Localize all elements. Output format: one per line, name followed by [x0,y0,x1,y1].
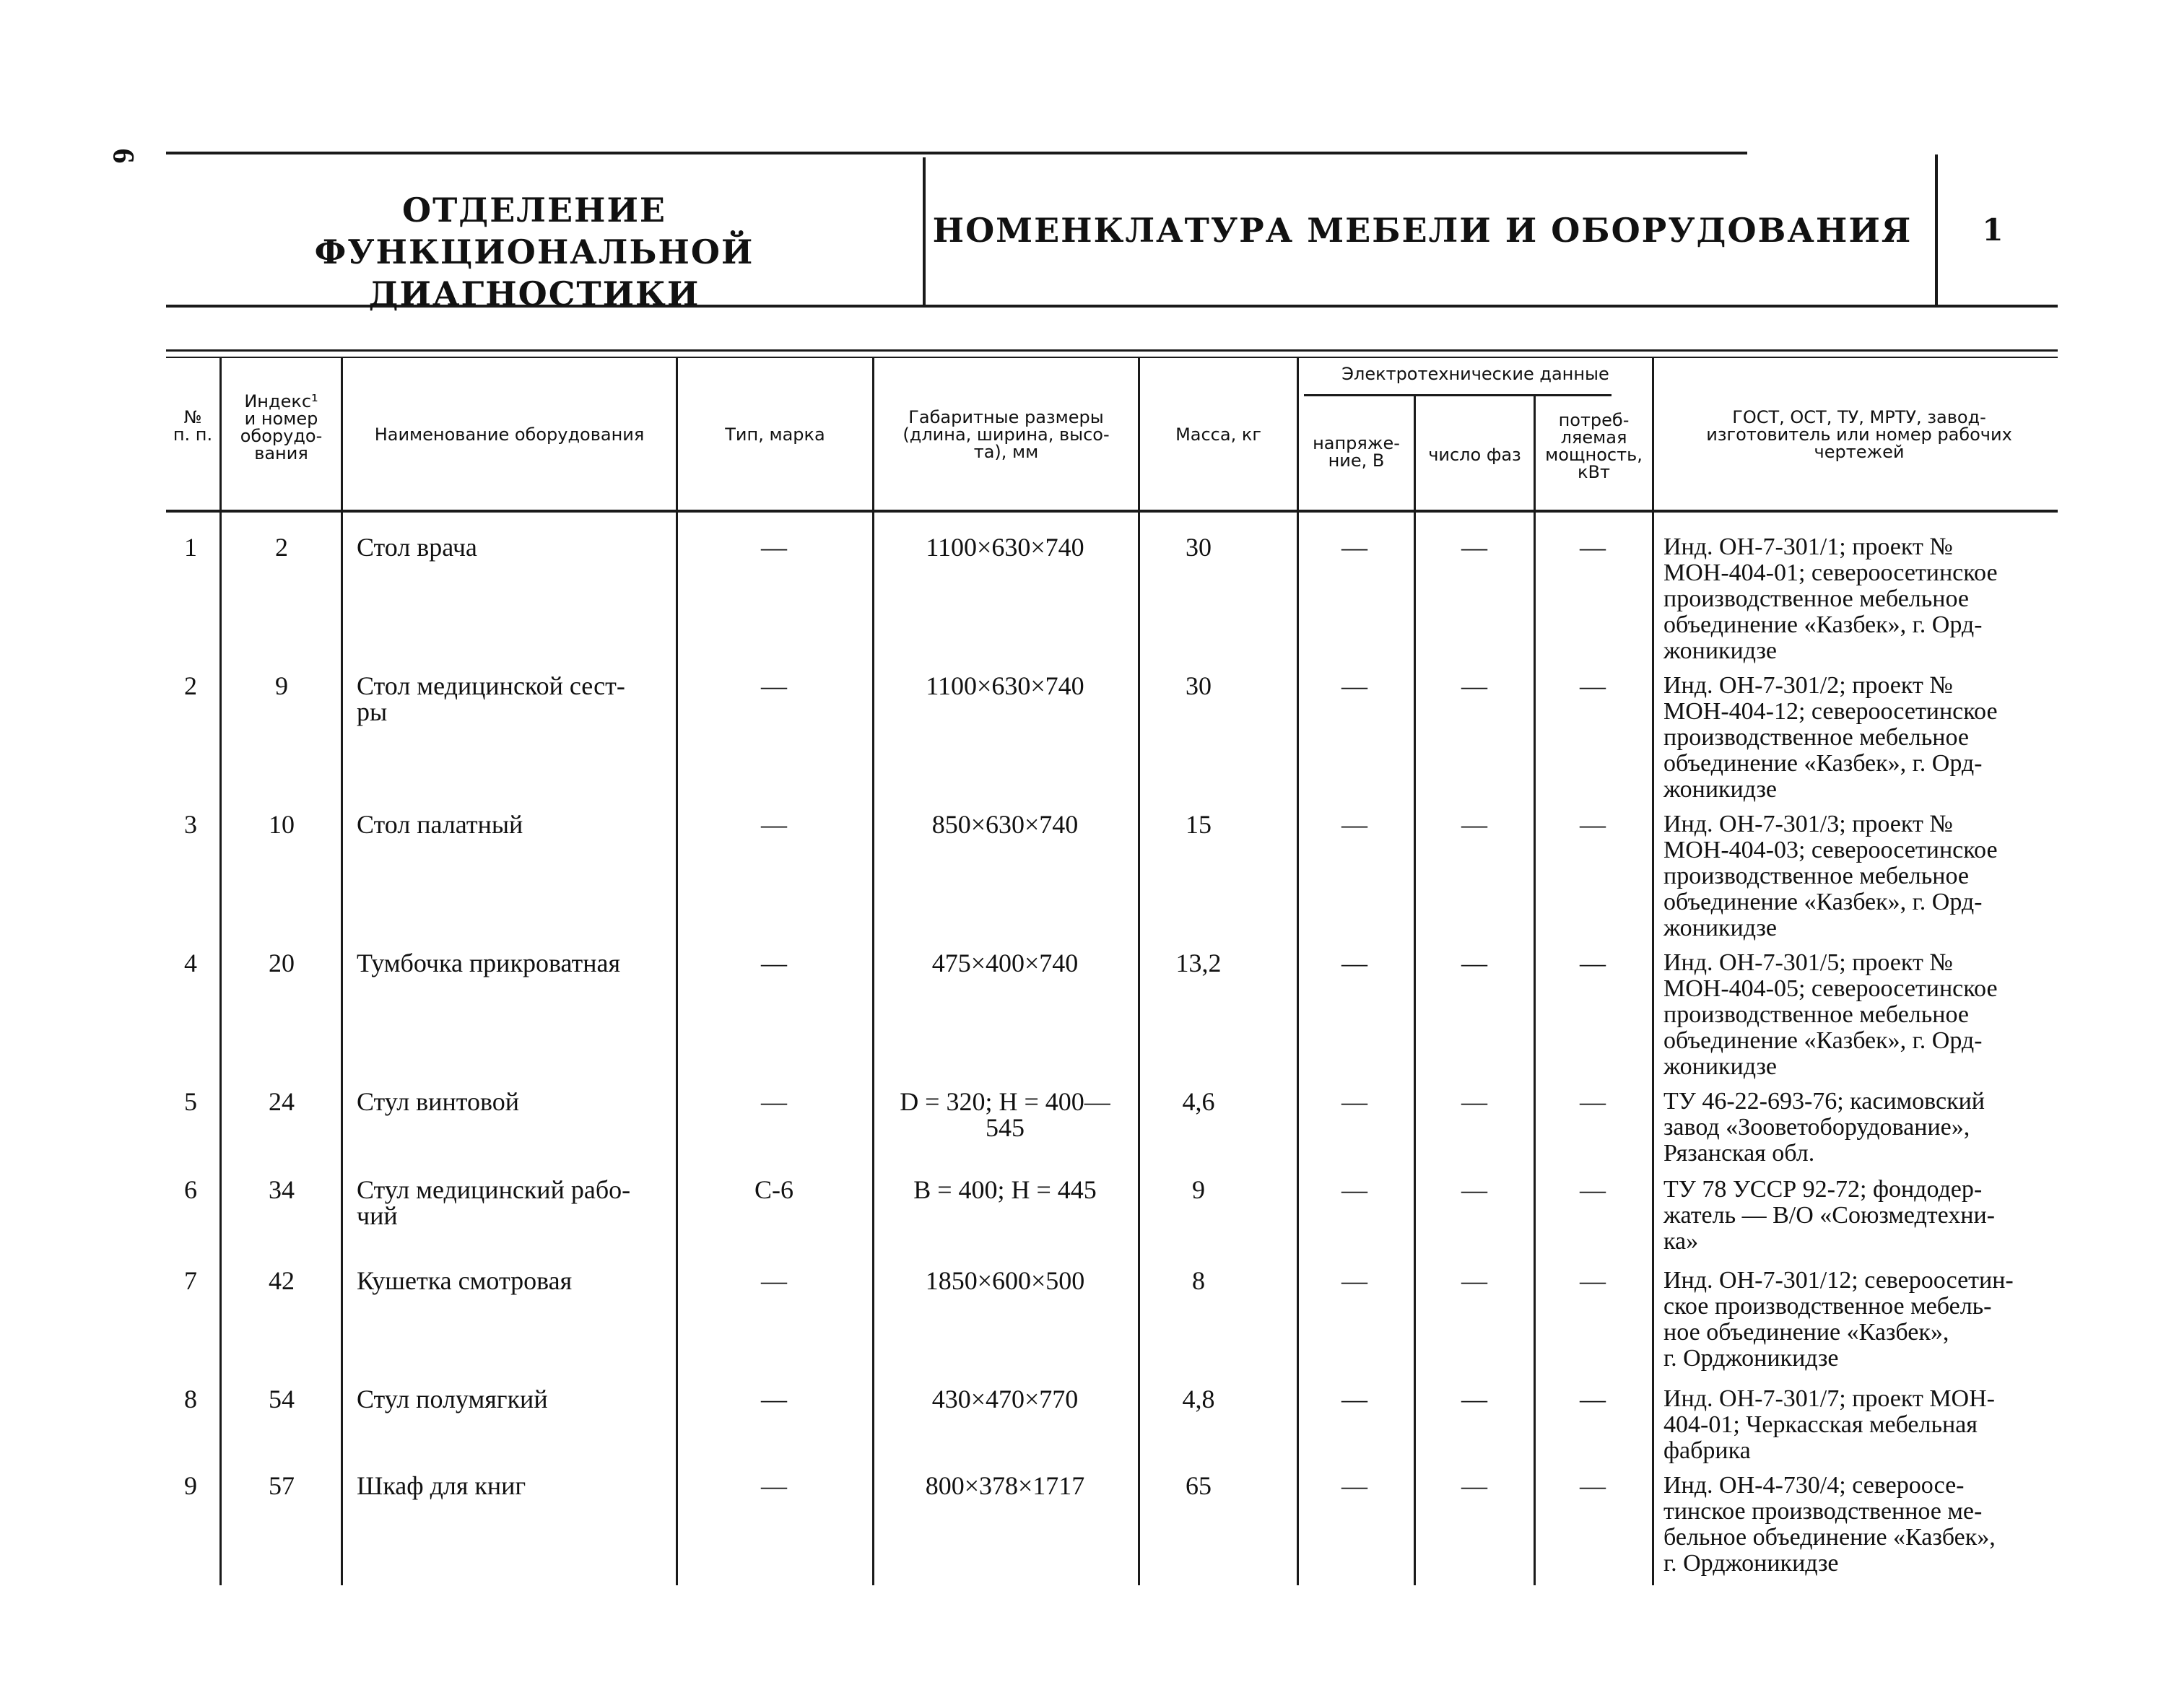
header-dims [874,409,1138,461]
cell-power [1549,1089,1636,1115]
cell-voltage-line: — [1341,1087,1367,1116]
header-power-line: ляемая [1560,427,1627,448]
header-type [678,426,872,443]
cell-voltage-line: — [1341,1266,1367,1295]
cell-phases [1431,1473,1518,1499]
cell-phases [1431,1386,1518,1412]
cell-name [357,950,674,976]
cell-gost-line: производственное мебельное [1663,1001,1969,1028]
col-line-6 [1297,358,1299,1585]
cell-dims-line: B = 400; H = 445 [913,1175,1097,1204]
cell-mass [1155,811,1242,837]
cell-power-line: — [1580,533,1606,562]
cell-phases-line: — [1461,671,1487,700]
cell-dims [882,1386,1128,1412]
cell-power [1549,811,1636,837]
cell-gost-line: ное объединение «Казбек», [1663,1319,1949,1346]
cell-num [169,1089,212,1115]
cell-num [169,950,212,976]
col-line-7 [1414,396,1416,1585]
cell-gost-line: ское производственное мебель- [1663,1293,1992,1320]
cell-dims-line: 475×400×740 [931,949,1079,977]
cell-phases-line: — [1461,1175,1487,1204]
cell-mass [1155,673,1242,699]
header-phases [1416,446,1534,463]
cell-index-line: 20 [269,949,295,977]
header-electro-line: Электротехнические данные [1341,364,1609,384]
cell-power-line: — [1580,671,1606,700]
cell-type [702,673,846,699]
header-power-line: потреб- [1558,410,1630,430]
cell-power-line: — [1580,949,1606,977]
col-line-3 [676,358,678,1585]
cell-voltage [1311,1473,1398,1499]
header-electro-group [1299,365,1652,383]
cell-mass-line: 9 [1192,1175,1205,1204]
cell-gost-line: жоникидзе [1663,776,1777,803]
cell-type [702,1386,846,1412]
cell-index [245,1268,318,1294]
cell-num [169,534,212,560]
cell-name-line: ры [357,697,388,726]
cell-dims-line: 1850×600×500 [925,1266,1085,1295]
cell-gost [1663,1268,2053,1372]
cell-type-line: — [761,810,787,839]
cell-gost-line: объединение «Казбек», г. Орд- [1663,750,1983,777]
cell-phases [1431,673,1518,699]
cell-index [245,1473,318,1499]
sheet-number: 1 [1982,212,2004,248]
cell-type-line: С-6 [754,1175,793,1204]
header-gost [1661,409,2058,461]
header-num [166,409,219,443]
cell-mass-line: 4,8 [1182,1385,1215,1413]
table-top-rule-2 [166,357,2058,358]
cell-voltage [1311,1386,1398,1412]
cell-type-line: — [761,949,787,977]
cell-power-line: — [1580,1471,1606,1500]
cell-type [702,1268,846,1294]
cell-power [1549,1268,1636,1294]
cell-num [169,811,212,837]
cell-name [357,1268,674,1294]
cell-power [1549,673,1636,699]
header-top-rule [166,152,1747,154]
cell-phases [1431,534,1518,560]
cell-gost-line: г. Орджоникидзе [1663,1550,1839,1577]
section-title-line1: ОТДЕЛЕНИЕ ФУНКЦИОНАЛЬНОЙ [314,191,754,271]
cell-num [169,673,212,699]
cell-mass-line: 30 [1186,671,1212,700]
header-power-line: кВт [1578,462,1610,482]
cell-name-line: чий [357,1201,398,1230]
cell-gost-line: Инд. ОН-7-301/1; проект № [1663,533,1953,560]
cell-gost-line: ТУ 78 УССР 92-72; фондодер- [1663,1176,1983,1203]
cell-type-line: — [761,533,787,562]
cell-phases-line: — [1461,810,1487,839]
cell-gost-line: Инд. ОН-7-301/3; проект № [1663,811,1953,837]
header-gost-line: изготовитель или номер рабочих [1706,424,2012,445]
header-divider-2 [1935,154,1938,306]
cell-mass-line: 30 [1186,533,1212,562]
cell-name [357,1177,674,1229]
cell-type-line: — [761,1385,787,1413]
cell-voltage [1311,673,1398,699]
cell-gost [1663,1473,2053,1577]
cell-dims [882,1268,1128,1294]
cell-gost-line: г. Орджоникидзе [1663,1345,1839,1372]
cell-gost-line: ТУ 46-22-693-76; касимовский [1663,1088,1986,1115]
cell-name [357,673,674,725]
cell-dims [882,1089,1128,1141]
cell-gost [1663,1386,2053,1464]
cell-gost-line: завод «Зооветоборудование», [1663,1114,1970,1141]
cell-phases [1431,1268,1518,1294]
cell-gost-line: Инд. ОН-4-730/4; североосе- [1663,1472,1965,1499]
cell-index [245,1177,318,1203]
cell-voltage-line: — [1341,949,1367,977]
header-voltage [1299,435,1414,469]
header-dims-line: Габаритные размеры [908,407,1104,427]
cell-phases-line: — [1461,1087,1487,1116]
cell-mass [1155,1473,1242,1499]
header-index-line: оборудо- [240,426,323,446]
cell-index [245,1089,318,1115]
cell-mass [1155,1386,1242,1412]
cell-index [245,1386,318,1412]
col-line-9 [1652,358,1654,1585]
cell-gost-line: жоникидзе [1663,1053,1777,1080]
electro-group-rule [1304,394,1612,396]
cell-name-line: Тумбочка прикроватная [357,949,621,977]
cell-index-line: 2 [275,533,288,562]
cell-name-line: Стул полумягкий [357,1385,548,1413]
header-divider-1 [923,157,926,306]
cell-voltage-line: — [1341,671,1367,700]
cell-num [169,1177,212,1203]
cell-gost-line: объединение «Казбек», г. Орд- [1663,611,1983,638]
header-mass-line: Масса, кг [1175,424,1261,445]
section-title-line2: ДИАГНОСТИКИ [368,274,700,313]
cell-phases [1431,1177,1518,1203]
cell-voltage [1311,950,1398,976]
col-line-5 [1138,358,1140,1585]
cell-dims-line: 1100×630×740 [926,533,1084,562]
header-gost-line: чертежей [1814,442,1905,462]
cell-gost [1663,673,2053,803]
cell-mass-line: 65 [1186,1471,1212,1500]
table-header-bottom-rule [166,510,2058,513]
cell-index-line: 54 [269,1385,295,1413]
cell-mass [1155,534,1242,560]
cell-gost-line: бельное объединение «Казбек», [1663,1524,1996,1551]
document-title: НОМЕНКЛАТУРА МЕБЕЛИ И ОБОРУДОВАНИЯ [932,211,1913,250]
cell-power-line: — [1580,1175,1606,1204]
cell-num-line: 7 [184,1266,197,1295]
cell-voltage-line: — [1341,1385,1367,1413]
cell-dims [882,1177,1128,1203]
cell-gost-line: Рязанская обл. [1663,1140,1815,1167]
cell-mass-line: 15 [1186,810,1212,839]
cell-phases-line: — [1461,1471,1487,1500]
cell-dims-line: 545 [986,1113,1025,1142]
cell-name [357,1386,674,1412]
cell-voltage-line: — [1341,533,1367,562]
cell-gost [1663,1177,2053,1255]
header-index-line: и номер [244,409,318,429]
cell-name [357,1089,674,1115]
cell-gost [1663,811,2053,941]
cell-dims [882,811,1128,837]
cell-index-line: 9 [275,671,288,700]
cell-name-line: Стол палатный [357,810,523,839]
cell-voltage [1311,1089,1398,1115]
col-line-8 [1534,396,1536,1585]
cell-phases [1431,811,1518,837]
cell-phases-line: — [1461,1385,1487,1413]
table-top-rule-1 [166,349,2058,352]
cell-phases-line: — [1461,533,1487,562]
cell-mass [1155,950,1242,976]
cell-type [702,811,846,837]
cell-gost-line: объединение «Казбек», г. Орд- [1663,1027,1983,1054]
cell-power-line: — [1580,1087,1606,1116]
cell-index [245,673,318,699]
cell-gost-line: жоникидзе [1663,915,1777,941]
cell-voltage [1311,811,1398,837]
cell-dims [882,950,1128,976]
cell-index-line: 57 [269,1471,295,1500]
cell-num-line: 3 [184,810,197,839]
header-name [343,426,676,443]
cell-index-line: 42 [269,1266,295,1295]
cell-name-line: Стол врача [357,533,477,562]
cell-gost-line: объединение «Казбек», г. Орд- [1663,889,1983,915]
cell-gost-line: жатель — В/О «Союзмедтехни- [1663,1202,1995,1229]
col-line-4 [872,358,874,1585]
page-number: 6 [106,148,139,164]
header-power-line: мощность, [1545,445,1643,465]
cell-power [1549,534,1636,560]
cell-gost-line: производственное мебельное [1663,863,1969,889]
cell-gost [1663,534,2053,664]
header-dims-line: та), мм [973,442,1039,462]
cell-gost-line: МОН-404-05; североосетинское [1663,975,1998,1002]
cell-dims-line: 850×630×740 [931,810,1079,839]
cell-name-line: Стул винтовой [357,1087,519,1116]
cell-voltage [1311,534,1398,560]
cell-index [245,534,318,560]
cell-gost-line: фабрика [1663,1437,1751,1464]
cell-type-line: — [761,1266,787,1295]
cell-type [702,1089,846,1115]
cell-num [169,1473,212,1499]
cell-type-line: — [761,1471,787,1500]
cell-power-line: — [1580,1266,1606,1295]
cell-mass [1155,1268,1242,1294]
cell-gost-line: Инд. ОН-7-301/12; североосетин- [1663,1267,2014,1294]
cell-num-line: 9 [184,1471,197,1500]
cell-gost-line: 404-01; Черкасская мебельная [1663,1411,1978,1438]
cell-phases [1431,1089,1518,1115]
cell-num-line: 6 [184,1175,197,1204]
section-title [217,189,852,315]
cell-dims-line: 1100×630×740 [926,671,1084,700]
cell-name [357,534,674,560]
cell-voltage-line: — [1341,810,1367,839]
cell-voltage-line: — [1341,1471,1367,1500]
cell-index [245,811,318,837]
cell-mass [1155,1177,1242,1203]
header-num-line: п. п. [173,424,213,445]
header-gost-line: ГОСТ, ОСТ, ТУ, МРТУ, завод- [1732,407,1986,427]
cell-power [1549,1473,1636,1499]
cell-power-line: — [1580,810,1606,839]
cell-type [702,1473,846,1499]
cell-type-line: — [761,1087,787,1116]
cell-voltage [1311,1177,1398,1203]
cell-gost-line: Инд. ОН-7-301/2; проект № [1663,672,1953,699]
cell-name-line: Шкаф для книг [357,1471,526,1500]
cell-index-line: 10 [269,810,295,839]
cell-num-line: 5 [184,1087,197,1116]
cell-type [702,1177,846,1203]
cell-gost-line: производственное мебельное [1663,585,1969,612]
header-voltage-line: ние, В [1328,450,1385,471]
cell-index [245,950,318,976]
cell-mass-line: 13,2 [1175,949,1222,977]
cell-num [169,1268,212,1294]
cell-phases-line: — [1461,949,1487,977]
cell-mass-line: 4,6 [1182,1087,1215,1116]
cell-power [1549,1386,1636,1412]
header-name-line: Наименование оборудования [374,424,645,445]
cell-name [357,1473,674,1499]
cell-num [169,1386,212,1412]
cell-power [1549,950,1636,976]
cell-gost-line: Инд. ОН-7-301/5; проект № [1663,949,1953,976]
cell-gost-line: тинское производственное ме- [1663,1498,1983,1525]
cell-power-line: — [1580,1385,1606,1413]
cell-num-line: 8 [184,1385,197,1413]
header-type-line: Тип, марка [725,424,825,445]
cell-type [702,950,846,976]
header-index [222,393,341,462]
col-line-1 [219,358,222,1585]
cell-gost-line: Инд. ОН-7-301/7; проект МОН- [1663,1385,1995,1412]
cell-phases-line: — [1461,1266,1487,1295]
cell-dims-line: 430×470×770 [931,1385,1079,1413]
cell-num-line: 1 [184,533,197,562]
cell-gost-line: МОН-404-03; североосетинское [1663,837,1998,863]
cell-gost-line: жоникидзе [1663,637,1777,664]
cell-power [1549,1177,1636,1203]
cell-type [702,534,846,560]
header-mass [1140,426,1297,443]
cell-name-line: Стол медицинской сест- [357,671,625,700]
cell-mass [1155,1089,1242,1115]
cell-gost-line: производственное мебельное [1663,724,1969,751]
header-phases-line: число фаз [1428,445,1521,465]
cell-num-line: 4 [184,949,197,977]
cell-dims [882,1473,1128,1499]
cell-mass-line: 8 [1192,1266,1205,1295]
cell-type-line: — [761,671,787,700]
cell-num-line: 2 [184,671,197,700]
header-index-line: вания [254,443,308,463]
header-num-line: № [183,407,202,427]
cell-name-line: Кушетка смотровая [357,1266,573,1295]
cell-gost-line: МОН-404-01; североосетинское [1663,559,1998,586]
cell-gost [1663,950,2053,1080]
cell-dims [882,534,1128,560]
cell-index-line: 34 [269,1175,295,1204]
cell-name-line: Стул медицинский рабо- [357,1175,631,1204]
header-index-line: Индекс¹ [244,391,318,411]
cell-voltage [1311,1268,1398,1294]
header-voltage-line: напряже- [1313,433,1400,453]
cell-gost-line: ка» [1663,1228,1699,1255]
cell-gost-line: МОН-404-12; североосетинское [1663,698,1998,725]
cell-index-line: 24 [269,1087,295,1116]
header-dims-line: (длина, ширина, высо- [902,424,1110,445]
cell-dims-line: 800×378×1717 [925,1471,1085,1500]
cell-gost [1663,1089,2053,1167]
cell-voltage-line: — [1341,1175,1367,1204]
cell-dims-line: D = 320; H = 400— [900,1087,1110,1116]
col-line-2 [341,358,343,1585]
cell-dims [882,673,1128,699]
header-power [1536,411,1652,481]
cell-phases [1431,950,1518,976]
cell-name [357,811,674,837]
